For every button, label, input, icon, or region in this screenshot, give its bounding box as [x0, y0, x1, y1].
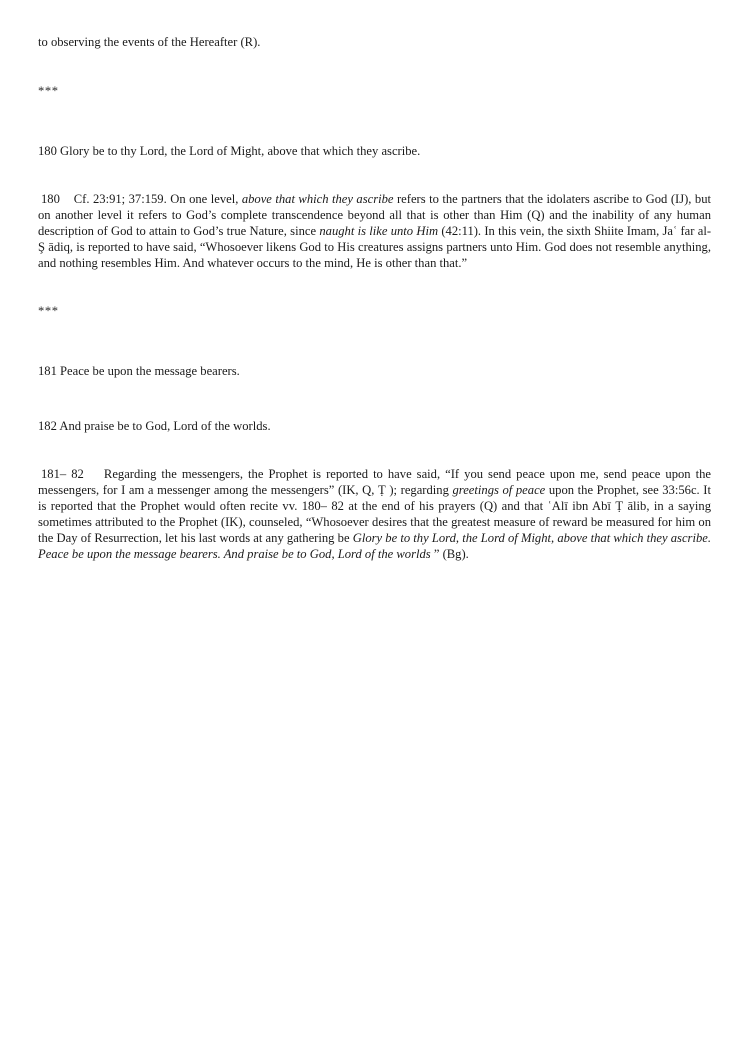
section-separator-1: *** — [38, 83, 59, 98]
commentary-180-text-2: refers to the partners that the idolaters ascribe to God (IJ), but on another level it refers to God’s complete transcendence beyond all that is other than Him (Q) and the inability of any human description of God to attain to God’s true Nature, since — [38, 191, 712, 238]
commentary-180-text-3: (42:11). In this vein, the sixth Shiite Imam, Jaʿ far al-Ş ādiq, is reported to have said, “Whosoever likens God to His creatures assigns partners unto Him. God does not resemble anything, and nothing resembles Him. And whatever occurs to the mind, He is other than that.” — [38, 223, 712, 271]
commentary-181-82-text-3: ” (Bg). — [430, 547, 469, 562]
commentary-180-italic-1: above that which they ascribe — [241, 191, 394, 206]
commentary-181-82-marker: 181– 82 — [41, 466, 84, 481]
commentary-180-marker: 180 — [41, 191, 60, 206]
commentary-181-82-text-1: Regarding the messengers, the Prophet is reported to have said, “If you send peace upon me, send peace upon the messengers, for I am a messenger among the messengers” (IK, Q, Ṭ ); regarding — [38, 466, 712, 498]
marker-gap — [60, 192, 74, 206]
spacer — [38, 172, 711, 191]
verse-182: 182 And praise be to God, Lord of the worlds. — [38, 419, 271, 434]
commentary-181-82-italic-1: greetings of peace — [452, 483, 546, 498]
page-content — [38, 34, 711, 563]
spacer — [38, 111, 711, 130]
spacer — [38, 392, 711, 406]
spacer — [38, 331, 711, 350]
section-separator-2: *** — [38, 303, 59, 318]
spacer — [38, 447, 711, 466]
commentary-181-82 — [38, 466, 711, 563]
commentary-181-82-text-2: upon the Prophet, see 33:56c. It is reported that the Prophet would often recite vv. 180– 82 at the end of his prayers (Q) and that ʿAlī ibn Abī Ṭ ālib, in a saying sometimes attributed to the Prophet (IK), counseled, “Whosoever desires that the greatest measure of reward be measured for him on the Day of Resurrection, let his last words at any gathering be — [38, 483, 711, 546]
commentary-180-italic-2: naught is like unto Him — [319, 223, 439, 238]
verse-180: 180 Glory be to thy Lord, the Lord of Might, above that which they ascribe. — [38, 143, 421, 158]
carryover-paragraph: to observing the events of the Hereafter (R). — [38, 35, 261, 49]
marker-gap — [84, 467, 104, 481]
commentary-180-text-1: Cf. 23:91; 37:159. On one level, — [73, 191, 242, 206]
commentary-181-82-italic-2: Glory be to thy Lord, the Lord of Might, above that which they ascribe. Peace be upon the message bearers. And praise be to God, Lord of the worlds — [38, 531, 711, 562]
spacer — [38, 50, 711, 70]
commentary-180 — [38, 191, 711, 271]
verse-181: 181 Peace be upon the message bearers. — [38, 364, 240, 378]
spacer — [38, 271, 711, 290]
